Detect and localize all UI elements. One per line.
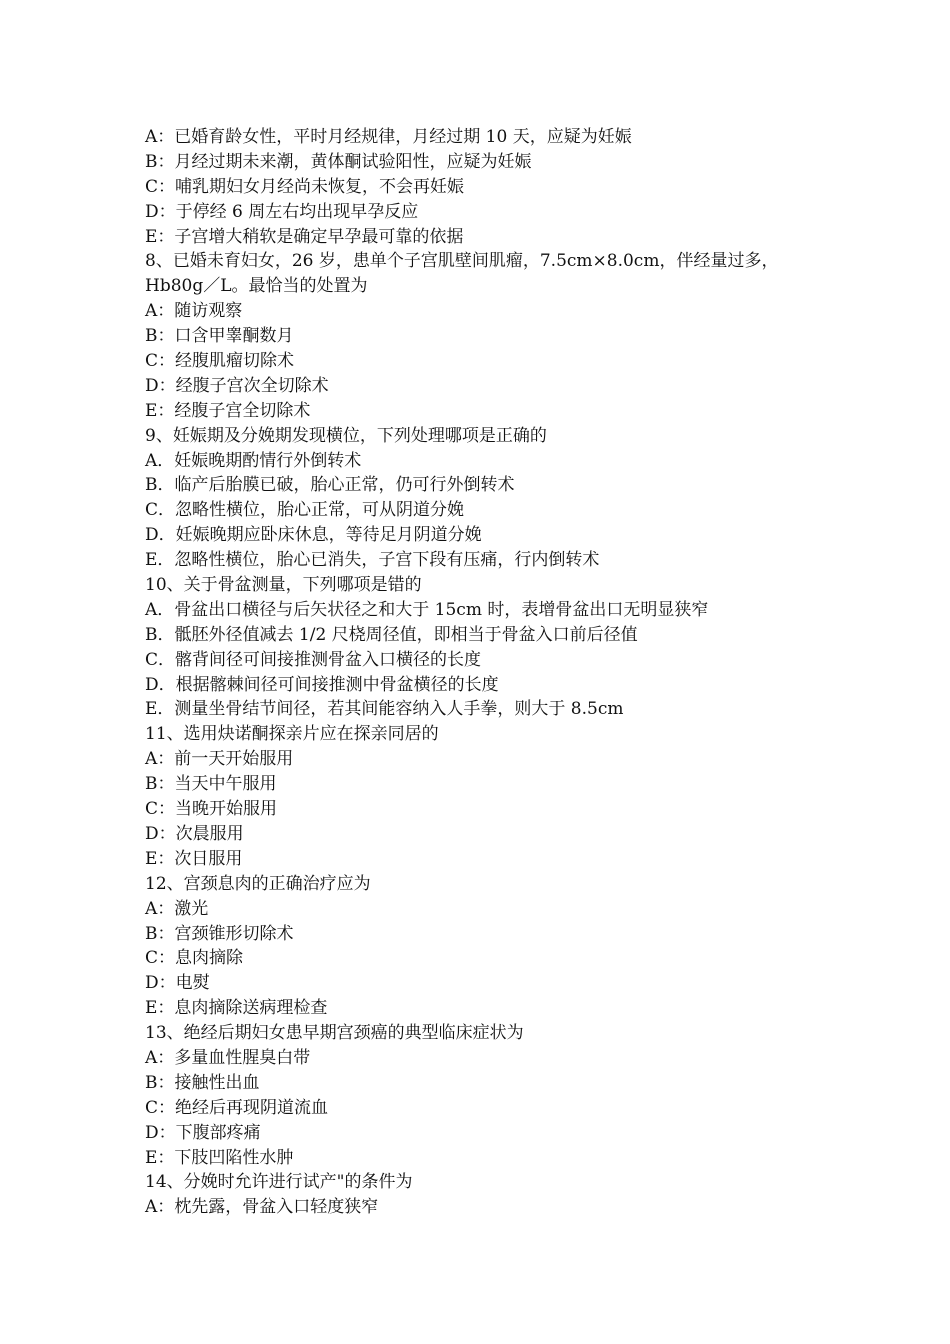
text-line: E：次日服用 — [145, 848, 243, 869]
text-line: A．骨盆出口横径与后矢状径之和大于 15cm 时，表增骨盆出口无明显狭窄 — [145, 599, 709, 620]
text-line: D．妊娠晚期应卧床休息，等待足月阴道分娩 — [145, 525, 482, 546]
text-line: C：哺乳期妇女月经尚未恢复，不会再妊娠 — [145, 176, 465, 197]
text-line: E：子宫增大稍软是确定早孕最可靠的依据 — [145, 226, 464, 247]
text-line: A：前一天开始服用 — [145, 749, 294, 770]
text-line: A：随访观察 — [145, 301, 243, 322]
text-line: B：当天中午服用 — [145, 774, 277, 795]
text-line: C：绝经后再现阴道流血 — [145, 1097, 329, 1118]
text-line: C：经腹肌瘤切除术 — [145, 351, 295, 372]
text-line: B．骶胚外径值减去 1/2 尺桡周径值，即相当于骨盆入口前后径值 — [145, 624, 638, 645]
text-line: E．测量坐骨结节间径，若其间能容纳入人手拳，则大于 8.5cm — [145, 699, 624, 720]
text-line: A：枕先露，骨盆入口轻度狭窄 — [145, 1197, 379, 1218]
text-line: 10、关于骨盆测量，下列哪项是错的 — [145, 575, 422, 596]
text-line: B：宫颈锥形切除术 — [145, 923, 294, 944]
text-line: A：已婚育龄女性，平时月经规律，月经过期 10 天，应疑为妊娠 — [145, 127, 632, 147]
text-line: C：当晚开始服用 — [145, 799, 278, 820]
text-line: E：息肉摘除送病理检查 — [145, 998, 328, 1019]
text-line: 11、选用炔诺酮探亲片应在探亲同居的 — [145, 724, 439, 745]
text-line: E：经腹子宫全切除术 — [145, 400, 311, 421]
text-line: C．髂背间径可间接推测骨盆入口横径的长度 — [145, 649, 482, 670]
text-line: B：月经过期未来潮，黄体酮试验阳性，应疑为妊娠 — [145, 151, 532, 172]
text-line: E：下肢凹陷性水肿 — [145, 1147, 294, 1168]
text-line: 14、分娩时允许进行试产"的条件为 — [145, 1172, 413, 1193]
text-line: D：电熨 — [145, 973, 210, 994]
text-line: E．忽略性横位，胎心已消失，子宫下段有压痛，行内倒转术 — [145, 550, 600, 571]
text-line: 12、宫颈息肉的正确治疗应为 — [145, 873, 371, 894]
text-line: A．妊娠晚期酌情行外倒转术 — [145, 450, 362, 471]
text-line: D：经腹子宫次全切除术 — [145, 375, 329, 396]
text-line: C：息肉摘除 — [145, 948, 244, 969]
document-body — [145, 125, 845, 1220]
text-line: Hb80g／L。最恰当的处置为 — [145, 276, 368, 297]
text-line: C．忽略性横位，胎心正常，可从阴道分娩 — [145, 500, 465, 521]
text-line: A：激光 — [145, 898, 209, 919]
text-line: D：下腹部疼痛 — [145, 1122, 261, 1143]
text-line: D：于停经 6 周左右均出现早孕反应 — [145, 201, 419, 222]
text-line: B：口含甲睾酮数月 — [145, 326, 294, 347]
text-line: A：多量血性腥臭白带 — [145, 1047, 311, 1068]
text-line: 13、绝经后期妇女患早期宫颈癌的典型临床症状为 — [145, 1023, 524, 1044]
text-line: 9、妊娠期及分娩期发现横位，下列处理哪项是正确的 — [145, 425, 547, 446]
text-line: D：次晨服用 — [145, 823, 244, 844]
text-line: 8、已婚未育妇女，26 岁，患单个子宫肌壁间肌瘤，7.5cm×8.0cm，伴经量过多， — [145, 251, 779, 272]
text-line: B：接触性出血 — [145, 1072, 260, 1093]
text-line: B．临产后胎膜已破，胎心正常，仍可行外倒转术 — [145, 475, 515, 496]
text-line: D．根据髂棘间径可间接推测中骨盆横径的长度 — [145, 674, 499, 695]
